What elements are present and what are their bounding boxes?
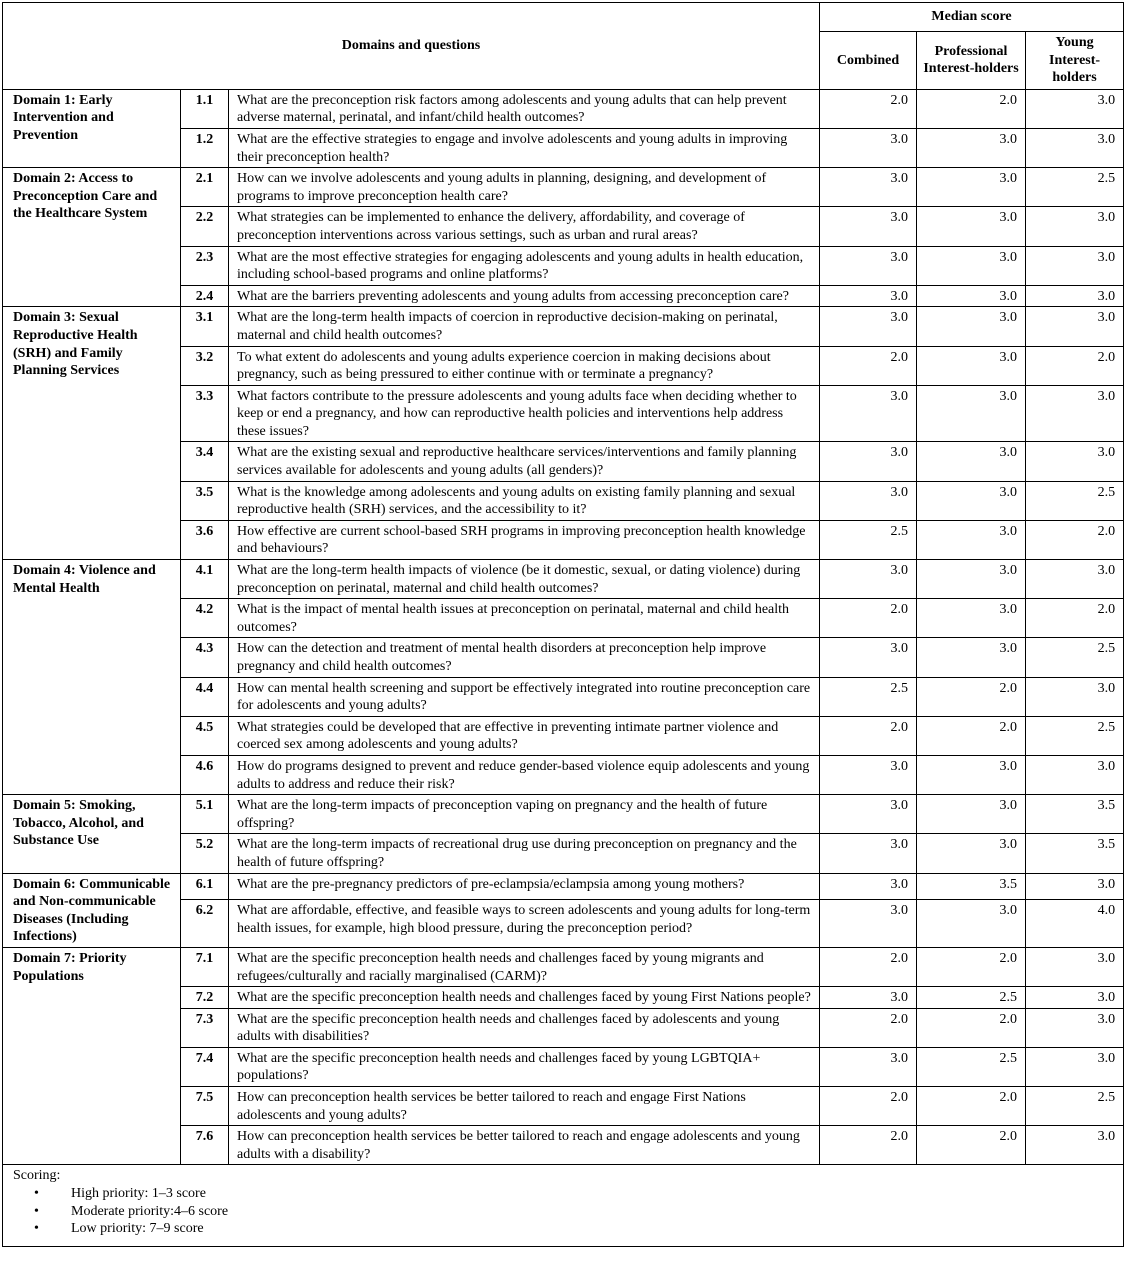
young-score: 2.5 bbox=[1026, 1087, 1124, 1126]
young-score: 3.0 bbox=[1026, 873, 1124, 899]
question-number: 7.2 bbox=[181, 987, 229, 1009]
combined-score: 3.0 bbox=[820, 385, 917, 442]
domain-title: Domain 4: Violence and Mental Health bbox=[3, 560, 181, 795]
young-score: 2.5 bbox=[1026, 638, 1124, 677]
young-score: 2.5 bbox=[1026, 168, 1124, 207]
professional-score: 3.0 bbox=[917, 834, 1026, 873]
professional-score: 2.0 bbox=[917, 947, 1026, 986]
question-text: How do programs designed to prevent and reduce gender-based violence equip adolescents and young adults to address and reduce their risk? bbox=[229, 755, 820, 794]
question-text: What factors contribute to the pressure adolescents and young adults face when deciding whether to keep or end a pregnancy, and how can reproductive health policies and interventions help address these issues? bbox=[229, 385, 820, 442]
question-text: What are the specific preconception health needs and challenges faced by young migrants and refugees/culturally and racially marginalised (CARM)? bbox=[229, 947, 820, 986]
young-score: 2.0 bbox=[1026, 346, 1124, 385]
question-number: 7.4 bbox=[181, 1047, 229, 1086]
scoring-label: Scoring: bbox=[13, 1168, 61, 1184]
professional-score: 3.0 bbox=[917, 520, 1026, 559]
question-number: 4.3 bbox=[181, 638, 229, 677]
young-score: 2.5 bbox=[1026, 481, 1124, 520]
question-text: What are the specific preconception health needs and challenges faced by adolescents and young adults with disabilities? bbox=[229, 1008, 820, 1047]
question-text: How can preconception health services be better tailored to reach and engage adolescents and young adults with a disability? bbox=[229, 1126, 820, 1165]
scoring-item-moderate: • Moderate priority:4–6 score bbox=[71, 1203, 1113, 1221]
professional-score: 3.0 bbox=[917, 385, 1026, 442]
question-text: What strategies can be implemented to enhance the delivery, affordability, and coverage of preconception interventions across various settings, such as urban and rural areas? bbox=[229, 207, 820, 246]
question-text: What are the long-term impacts of recreational drug use during preconception on pregnancy and the health of future offspring? bbox=[229, 834, 820, 873]
young-score: 3.0 bbox=[1026, 560, 1124, 599]
table-row bbox=[3, 89, 1124, 128]
young-score: 3.0 bbox=[1026, 987, 1124, 1009]
question-number: 4.2 bbox=[181, 599, 229, 638]
young-score: 3.0 bbox=[1026, 1126, 1124, 1165]
question-text: What are the effective strategies to engage and involve adolescents and young adults in improving their preconception health? bbox=[229, 128, 820, 167]
combined-score: 3.0 bbox=[820, 834, 917, 873]
question-number: 2.4 bbox=[181, 285, 229, 307]
question-number: 7.3 bbox=[181, 1008, 229, 1047]
question-text: How can the detection and treatment of mental health disorders at preconception help improve pregnancy and child health outcomes? bbox=[229, 638, 820, 677]
header-professional: Professional Interest-holders bbox=[917, 32, 1026, 90]
combined-score: 3.0 bbox=[820, 873, 917, 899]
question-text: How effective are current school-based SRH programs in improving preconception health knowledge and behaviours? bbox=[229, 520, 820, 559]
domain-title: Domain 7: Priority Populations bbox=[3, 947, 181, 1165]
question-number: 3.2 bbox=[181, 346, 229, 385]
combined-score: 3.0 bbox=[820, 899, 917, 947]
young-score: 3.0 bbox=[1026, 385, 1124, 442]
professional-score: 2.0 bbox=[917, 1126, 1026, 1165]
question-number: 3.6 bbox=[181, 520, 229, 559]
combined-score: 3.0 bbox=[820, 285, 917, 307]
domain-title: Domain 1: Early Intervention and Prevention bbox=[3, 89, 181, 167]
combined-score: 3.0 bbox=[820, 1047, 917, 1086]
young-score: 3.0 bbox=[1026, 755, 1124, 794]
combined-score: 2.0 bbox=[820, 947, 917, 986]
professional-score: 3.0 bbox=[917, 638, 1026, 677]
combined-score: 3.0 bbox=[820, 638, 917, 677]
combined-score: 2.5 bbox=[820, 677, 917, 716]
combined-score: 2.0 bbox=[820, 1008, 917, 1047]
question-text: What are the long-term impacts of preconception vaping on pregnancy and the health of future offspring? bbox=[229, 795, 820, 834]
question-text: What are affordable, effective, and feasible ways to screen adolescents and young adults for long-term health issues, for example, high blood pressure, during the preconception period? bbox=[229, 899, 820, 947]
question-number: 3.3 bbox=[181, 385, 229, 442]
professional-score: 3.0 bbox=[917, 346, 1026, 385]
young-score: 3.0 bbox=[1026, 1008, 1124, 1047]
table-row bbox=[3, 947, 1124, 986]
header-median-score: Median score bbox=[820, 3, 1124, 32]
table-body bbox=[3, 89, 1124, 1165]
combined-score: 2.0 bbox=[820, 1087, 917, 1126]
question-number: 3.4 bbox=[181, 442, 229, 481]
table-footer bbox=[3, 1165, 1124, 1246]
question-text: To what extent do adolescents and young adults experience coercion in making decisions about pregnancy, such as being pressured to either continue with or terminate a pregnancy? bbox=[229, 346, 820, 385]
combined-score: 2.0 bbox=[820, 599, 917, 638]
professional-score: 3.0 bbox=[917, 560, 1026, 599]
question-text: How can preconception health services be better tailored to reach and engage First Nations adolescents and young adults? bbox=[229, 1087, 820, 1126]
combined-score: 2.0 bbox=[820, 1126, 917, 1165]
combined-score: 3.0 bbox=[820, 481, 917, 520]
question-text: What strategies could be developed that are effective in preventing intimate partner violence and coerced sex among adolescents and young adults? bbox=[229, 716, 820, 755]
young-score: 3.0 bbox=[1026, 285, 1124, 307]
professional-score: 2.0 bbox=[917, 716, 1026, 755]
question-text: What are the specific preconception health needs and challenges faced by young LGBTQIA+ populations? bbox=[229, 1047, 820, 1086]
domain-title: Domain 3: Sexual Reproductive Health (SRH) and Family Planning Services bbox=[3, 307, 181, 560]
question-text: How can we involve adolescents and young adults in planning, designing, and development of programs to improve preconception health care? bbox=[229, 168, 820, 207]
combined-score: 3.0 bbox=[820, 755, 917, 794]
young-score: 3.0 bbox=[1026, 89, 1124, 128]
question-number: 6.1 bbox=[181, 873, 229, 899]
young-score: 3.0 bbox=[1026, 307, 1124, 346]
combined-score: 2.0 bbox=[820, 346, 917, 385]
median-score-table bbox=[2, 2, 1124, 1247]
young-score: 3.0 bbox=[1026, 677, 1124, 716]
professional-score: 3.0 bbox=[917, 128, 1026, 167]
combined-score: 2.0 bbox=[820, 89, 917, 128]
domain-title: Domain 2: Access to Preconception Care and the Healthcare System bbox=[3, 168, 181, 307]
question-number: 7.1 bbox=[181, 947, 229, 986]
question-number: 4.4 bbox=[181, 677, 229, 716]
combined-score: 3.0 bbox=[820, 207, 917, 246]
professional-score: 3.0 bbox=[917, 285, 1026, 307]
scoring-item-low: • Low priority: 7–9 score bbox=[71, 1220, 1113, 1238]
table-row bbox=[3, 307, 1124, 346]
professional-score: 3.0 bbox=[917, 168, 1026, 207]
professional-score: 3.0 bbox=[917, 795, 1026, 834]
professional-score: 2.0 bbox=[917, 677, 1026, 716]
table-row bbox=[3, 168, 1124, 207]
question-text: What is the impact of mental health issues at preconception on perinatal, maternal and child health outcomes? bbox=[229, 599, 820, 638]
question-number: 7.5 bbox=[181, 1087, 229, 1126]
question-text: What are the most effective strategies for engaging adolescents and young adults in health education, including school-based programs and online platforms? bbox=[229, 246, 820, 285]
table-header bbox=[3, 3, 1124, 90]
young-score: 3.0 bbox=[1026, 947, 1124, 986]
question-number: 5.1 bbox=[181, 795, 229, 834]
professional-score: 3.0 bbox=[917, 246, 1026, 285]
question-number: 3.1 bbox=[181, 307, 229, 346]
professional-score: 2.5 bbox=[917, 987, 1026, 1009]
question-text: How can mental health screening and support be effectively integrated into routine preconception care for adolescents and young adults? bbox=[229, 677, 820, 716]
question-text: What are the specific preconception health needs and challenges faced by young First Nations people? bbox=[229, 987, 820, 1009]
combined-score: 3.0 bbox=[820, 246, 917, 285]
combined-score: 3.0 bbox=[820, 442, 917, 481]
professional-score: 3.0 bbox=[917, 755, 1026, 794]
question-number: 6.2 bbox=[181, 899, 229, 947]
combined-score: 3.0 bbox=[820, 168, 917, 207]
professional-score: 3.0 bbox=[917, 899, 1026, 947]
header-young: Young Interest-holders bbox=[1026, 32, 1124, 90]
question-number: 2.1 bbox=[181, 168, 229, 207]
young-score: 3.0 bbox=[1026, 1047, 1124, 1086]
question-number: 2.2 bbox=[181, 207, 229, 246]
combined-score: 3.0 bbox=[820, 795, 917, 834]
combined-score: 3.0 bbox=[820, 307, 917, 346]
combined-score: 3.0 bbox=[820, 128, 917, 167]
header-domains-and-questions: Domains and questions bbox=[3, 3, 820, 90]
young-score: 2.0 bbox=[1026, 599, 1124, 638]
combined-score: 2.0 bbox=[820, 716, 917, 755]
professional-score: 3.0 bbox=[917, 599, 1026, 638]
young-score: 3.5 bbox=[1026, 795, 1124, 834]
question-number: 4.1 bbox=[181, 560, 229, 599]
professional-score: 2.5 bbox=[917, 1047, 1026, 1086]
young-score: 3.0 bbox=[1026, 207, 1124, 246]
question-number: 4.5 bbox=[181, 716, 229, 755]
combined-score: 3.0 bbox=[820, 987, 917, 1009]
domain-title: Domain 5: Smoking, Tobacco, Alcohol, and Substance Use bbox=[3, 795, 181, 873]
young-score: 3.5 bbox=[1026, 834, 1124, 873]
question-text: What is the knowledge among adolescents and young adults on existing family planning and sexual reproductive health (SRH) services, and the accessibility to it? bbox=[229, 481, 820, 520]
question-number: 7.6 bbox=[181, 1126, 229, 1165]
scoring-list bbox=[13, 1185, 1113, 1238]
question-text: What are the pre-pregnancy predictors of pre-eclampsia/eclampsia among young mothers? bbox=[229, 873, 820, 899]
professional-score: 3.5 bbox=[917, 873, 1026, 899]
young-score: 4.0 bbox=[1026, 899, 1124, 947]
young-score: 2.5 bbox=[1026, 716, 1124, 755]
domain-title: Domain 6: Communicable and Non-communicable Diseases (Including Infections) bbox=[3, 873, 181, 947]
table-row bbox=[3, 560, 1124, 599]
professional-score: 2.0 bbox=[917, 1087, 1026, 1126]
question-number: 1.2 bbox=[181, 128, 229, 167]
professional-score: 2.0 bbox=[917, 1008, 1026, 1047]
scoring-notes bbox=[3, 1165, 1124, 1246]
question-text: What are the preconception risk factors among adolescents and young adults that can help prevent adverse maternal, perinatal, and infant/child health outcomes? bbox=[229, 89, 820, 128]
question-number: 1.1 bbox=[181, 89, 229, 128]
young-score: 2.0 bbox=[1026, 520, 1124, 559]
question-number: 3.5 bbox=[181, 481, 229, 520]
professional-score: 2.0 bbox=[917, 89, 1026, 128]
young-score: 3.0 bbox=[1026, 246, 1124, 285]
professional-score: 3.0 bbox=[917, 481, 1026, 520]
professional-score: 3.0 bbox=[917, 442, 1026, 481]
table-row bbox=[3, 795, 1124, 834]
header-combined: Combined bbox=[820, 32, 917, 90]
combined-score: 3.0 bbox=[820, 560, 917, 599]
combined-score: 2.5 bbox=[820, 520, 917, 559]
table-row bbox=[3, 873, 1124, 899]
young-score: 3.0 bbox=[1026, 128, 1124, 167]
question-text: What are the long-term health impacts of violence (be it domestic, sexual, or dating violence) during preconception on perinatal, maternal and child health outcomes? bbox=[229, 560, 820, 599]
question-number: 4.6 bbox=[181, 755, 229, 794]
question-text: What are the long-term health impacts of coercion in reproductive decision-making on perinatal, maternal and child health outcomes? bbox=[229, 307, 820, 346]
professional-score: 3.0 bbox=[917, 207, 1026, 246]
scoring-item-high: • High priority: 1–3 score bbox=[71, 1185, 1113, 1203]
question-number: 2.3 bbox=[181, 246, 229, 285]
question-number: 5.2 bbox=[181, 834, 229, 873]
young-score: 3.0 bbox=[1026, 442, 1124, 481]
question-text: What are the existing sexual and reproductive healthcare services/interventions and family planning services available for adolescents and young adults (all genders)? bbox=[229, 442, 820, 481]
professional-score: 3.0 bbox=[917, 307, 1026, 346]
question-text: What are the barriers preventing adolescents and young adults from accessing preconception care? bbox=[229, 285, 820, 307]
